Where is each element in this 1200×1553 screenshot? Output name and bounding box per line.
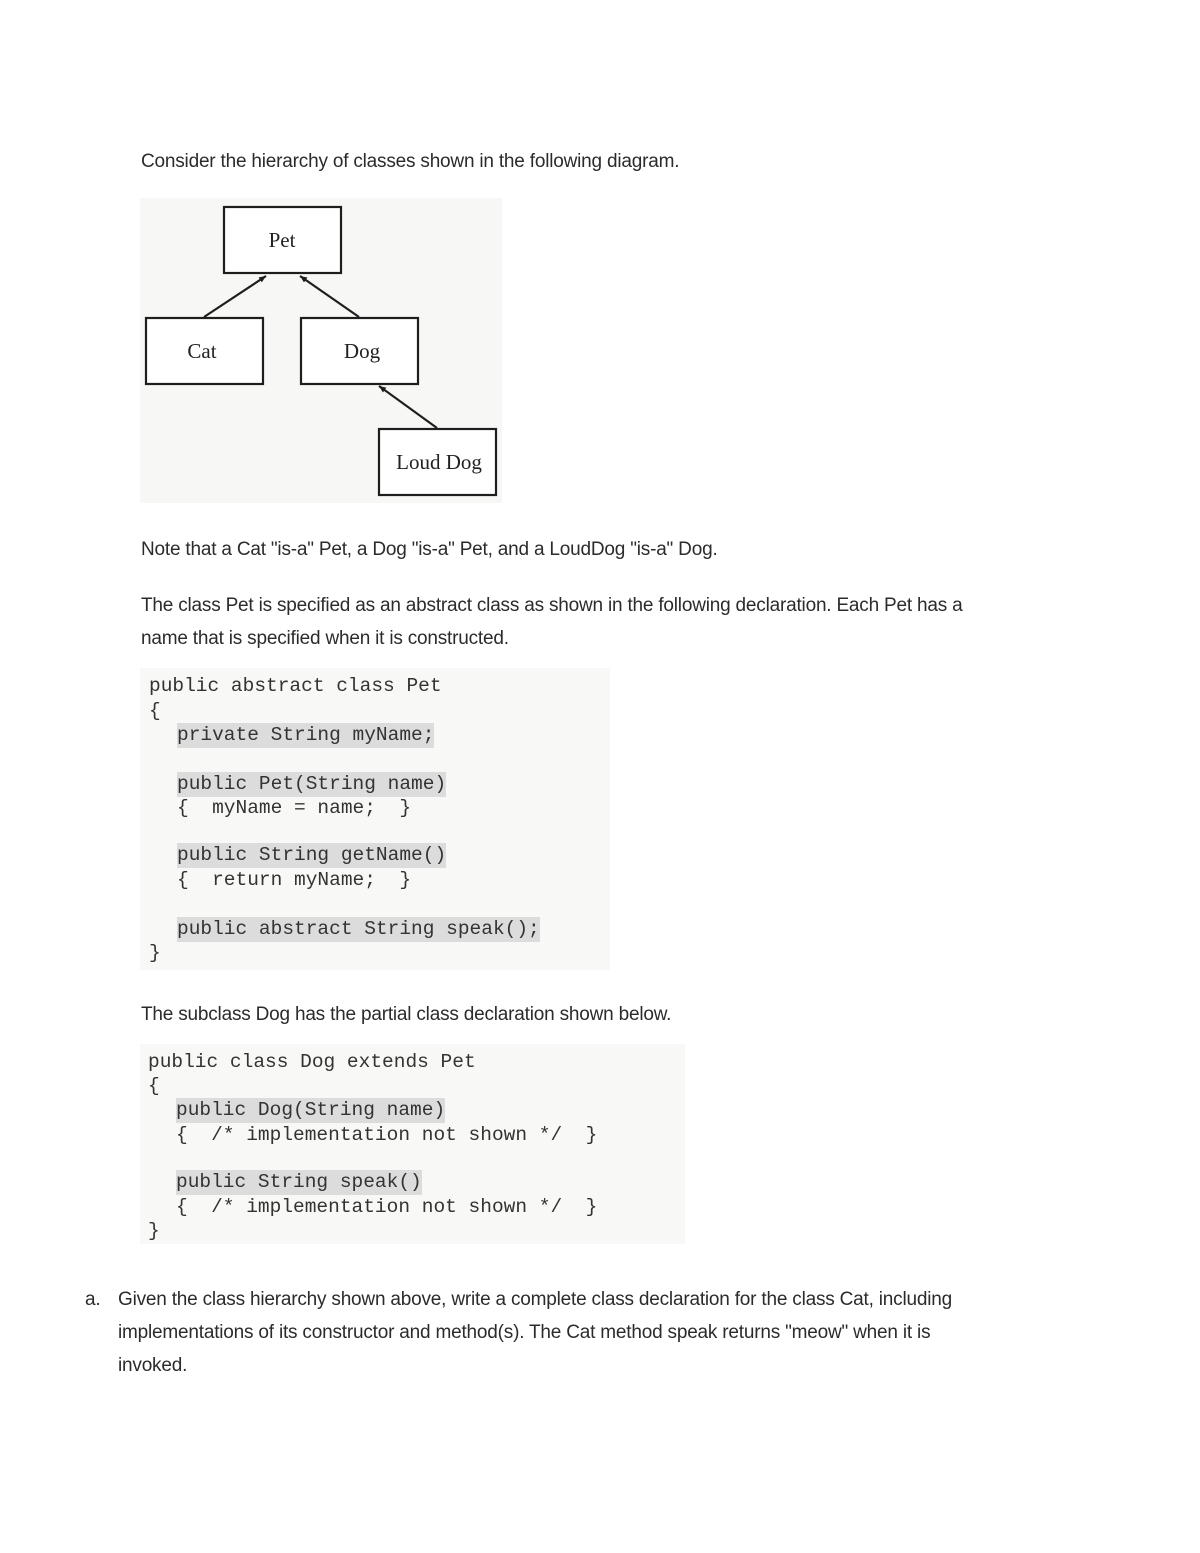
code-line: } [149, 942, 161, 964]
question-line-3: invoked. [118, 1355, 188, 1376]
code-line: public String speak() [176, 1171, 422, 1193]
louddog-to-dog-arrow [379, 386, 437, 428]
code-line: { [148, 1075, 160, 1097]
code-line: { [149, 700, 161, 722]
code-line: public abstract class Pet [149, 675, 442, 697]
code-line: public String getName() [177, 844, 447, 866]
intro-text: Consider the hierarchy of classes shown in the following diagram. [141, 151, 680, 172]
dog-intro-text: The subclass Dog has the partial class declaration shown below. [141, 1004, 672, 1025]
code-line: { myName = name; } [177, 797, 412, 819]
is-a-note: Note that a Cat "is-a" Pet, a Dog "is-a" Pet, and a LoudDog "is-a" Dog. [141, 539, 718, 560]
code-line: public class Dog extends Pet [148, 1051, 476, 1073]
pet-node-label: Pet [268, 228, 296, 252]
pet-class-code-block [140, 668, 610, 970]
question-line-1: Given the class hierarchy shown above, write a complete class declaration for the class Cat, including [118, 1289, 952, 1310]
class-hierarchy-diagram [140, 198, 502, 503]
code-line: { /* implementation not shown */ } [176, 1196, 598, 1218]
pet-intro-line-1: The class Pet is specified as an abstract class as shown in the following declaration. Each Pet has a [141, 595, 963, 616]
dog-class-code-block [140, 1044, 685, 1244]
question-line-2: implementations of its constructor and method(s). The Cat method speak returns "meow" when it is [118, 1322, 931, 1343]
dog-to-pet-arrow [300, 276, 359, 317]
code-line: public abstract String speak(); [177, 918, 540, 940]
pet-intro-line-2: name that is specified when it is constructed. [141, 628, 509, 649]
code-line: { /* implementation not shown */ } [176, 1124, 598, 1146]
dog-node-label: Dog [343, 339, 381, 363]
louddog-node-label: Loud Dog [396, 450, 482, 474]
code-line: public Dog(String name) [176, 1099, 446, 1121]
code-line: private String myName; [177, 724, 435, 746]
code-line: public Pet(String name) [177, 773, 447, 795]
cat-to-pet-arrow [204, 276, 266, 317]
list-marker: a. [85, 1289, 101, 1310]
code-line: } [148, 1220, 160, 1242]
cat-node-label: Cat [187, 339, 217, 363]
code-line: { return myName; } [177, 869, 412, 891]
